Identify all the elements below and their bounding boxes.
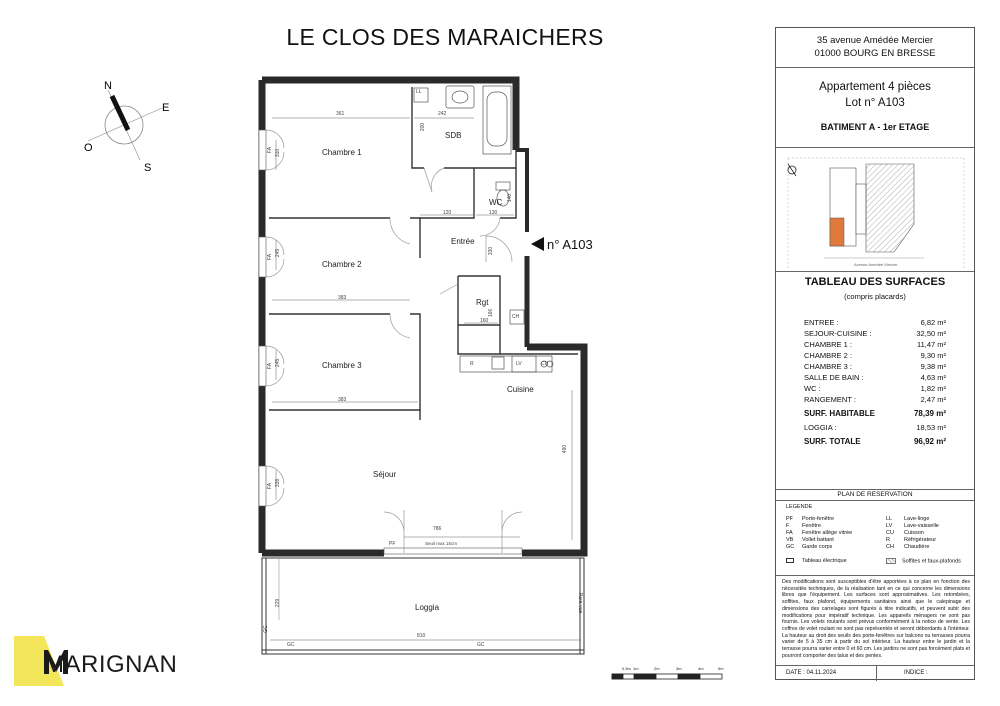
project-title: LE CLOS DES MARAICHERS bbox=[286, 24, 604, 50]
dim-245b: 245 bbox=[275, 358, 282, 368]
dim-383b: 383 bbox=[338, 397, 347, 403]
scale-label-5: 5m bbox=[718, 666, 724, 671]
dim-200: 200 bbox=[420, 122, 427, 132]
dim-786: 786 bbox=[433, 526, 442, 532]
lot-marker-label: n° A103 bbox=[547, 237, 593, 252]
compass-e: E bbox=[162, 102, 170, 114]
legend-tableau-electrique: Tableau électrique bbox=[786, 558, 847, 564]
scale-label-0: 0.5m bbox=[622, 666, 631, 671]
dim-242: 242 bbox=[438, 111, 447, 117]
fixture-fa4: FA bbox=[267, 482, 274, 490]
dim-361: 361 bbox=[336, 111, 345, 117]
dim-310: 310 bbox=[275, 148, 282, 158]
surface-row: RANGEMENT : 2,47 m² bbox=[804, 395, 946, 404]
scale-label-2: 2m bbox=[654, 666, 660, 671]
room-entree: Entrée bbox=[451, 237, 475, 246]
fixture-pf: PF bbox=[389, 541, 396, 547]
dim-810: 810 bbox=[417, 633, 426, 639]
surface-row: SALLE DE BAIN : 4,63 m² bbox=[804, 373, 946, 382]
electrical-panel-icon bbox=[786, 558, 794, 563]
legend-item: FA Fenêtre allège vitrée bbox=[786, 530, 853, 536]
room-sejour: Séjour bbox=[373, 470, 397, 479]
lot-highlight bbox=[830, 218, 844, 246]
room-cuisine: Cuisine bbox=[507, 385, 534, 394]
room-rgt: Rgt bbox=[476, 298, 489, 307]
fixture-ch: CH bbox=[512, 314, 520, 320]
legend-item: LV Lave-vaisselle bbox=[886, 523, 939, 529]
plan-indice: INDICE : bbox=[904, 670, 928, 676]
surface-row: CHAMBRE 3 : 9,38 m² bbox=[804, 362, 946, 371]
fixture-gc2: GC bbox=[477, 642, 485, 648]
compass-s: S bbox=[144, 162, 152, 174]
lot-number: Lot n° A103 bbox=[845, 97, 905, 109]
legend-item: GC Garde corps bbox=[786, 544, 833, 550]
fixture-fa2: FA bbox=[267, 253, 274, 261]
room-wc: WC bbox=[489, 198, 503, 207]
legend-item: CH Chaudière bbox=[886, 544, 930, 550]
brand-name: MARIGNAN bbox=[44, 651, 178, 678]
legend-item: F Fenêtre bbox=[786, 523, 821, 529]
surface-row: SEJOUR-CUISINE : 32,50 m² bbox=[804, 329, 946, 338]
legend-item: R Réfrigérateur bbox=[886, 537, 937, 543]
surface-row: ENTREE : 6,82 m² bbox=[804, 318, 946, 327]
fixture-fa3: FA bbox=[267, 362, 274, 370]
info-panel bbox=[775, 27, 975, 680]
fixture-fa1: FA bbox=[267, 146, 274, 154]
room-chambre1: Chambre 1 bbox=[322, 148, 362, 157]
legend-item: LL Lave-linge bbox=[886, 516, 930, 522]
dim-229: 229 bbox=[275, 598, 282, 608]
legend-item: PF Porte-fenêtre bbox=[786, 516, 835, 522]
room-chambre2: Chambre 2 bbox=[322, 260, 362, 269]
plan-date: DATE : 04.11.2024 bbox=[786, 670, 837, 676]
address-line2: 01000 BOURG EN BRESSE bbox=[814, 48, 936, 59]
site-mini-map bbox=[784, 154, 968, 272]
legend-title: LEGENDE bbox=[786, 504, 813, 510]
compass-n: N bbox=[104, 80, 112, 92]
surface-loggia: LOGGIA : 18,53 m² bbox=[804, 423, 946, 432]
fixture-gc3: GC bbox=[262, 625, 269, 633]
dim-338: 338 bbox=[275, 478, 282, 488]
surface-row: CHAMBRE 1 : 11,47 m² bbox=[804, 340, 946, 349]
fixture-cu: CU bbox=[541, 361, 549, 367]
compass-o: O bbox=[84, 142, 93, 154]
legend-item: VB Vollet battant bbox=[786, 537, 834, 543]
surfaces-subtitle: (compris placards) bbox=[844, 292, 906, 301]
scale-label-4: 4m bbox=[698, 666, 704, 671]
surface-row: WC : 1,82 m² bbox=[804, 384, 946, 393]
fixture-r: R bbox=[470, 361, 474, 367]
dim-245a: 245 bbox=[275, 248, 282, 258]
batiment: BATIMENT A - 1er ETAGE bbox=[820, 122, 930, 132]
address-line1: 35 avenue Amédée Mercier bbox=[816, 35, 934, 46]
surface-row: CHAMBRE 2 : 9,30 m² bbox=[804, 351, 946, 360]
legal-notice: Des modifications sont susceptibles d'être apportées à ce plan en fonction des nécessités techniques, de la réalisation tant en ce qui concerne les dimensions libres que l'équipement. Les surfaces sont approximatives. Les retombées, soffites, faux plafond, équipements sanitaires ainsi que le calepinage et dimensions des carrelages sont figurés à titre indicatifs, et peuvent subir des modifications pour impératif technique. Les appareils ménagers ne sont pas fournis. Les volets roulants sont prévus conformément à la notice de vente. Les coffres de volet roulant ne sont pas représentés et seront débordants à l'intérieur. La hauteur au droit des seuils des porte-fenêtres sur balcons ou terrasses pourra varier de 5 à 35 cm à partir du sol intérieur. La hauteur entre le jardin et la terrasse pourra varier entre 0 et 60 cm. Les jardins ne sont pas forcément plats et pourront comporter des talus et des pentes. bbox=[782, 579, 970, 659]
dim-160: 160 bbox=[480, 318, 489, 324]
dim-330: 330 bbox=[488, 246, 495, 256]
fixture-paresol: Pare-vue bbox=[577, 592, 584, 614]
scale-label-3: 3m bbox=[676, 666, 682, 671]
apartment-type: Appartement 4 pièces bbox=[819, 81, 931, 93]
dim-490: 490 bbox=[562, 444, 569, 454]
dim-140: 140 bbox=[507, 193, 514, 203]
surface-habitable: SURF. HABITABLE 78,39 m² bbox=[804, 409, 946, 418]
reservation-title: PLAN DE RESERVATION bbox=[837, 491, 913, 498]
surface-totale: SURF. TOTALE 96,92 m² bbox=[804, 437, 946, 446]
dim-120: 120 bbox=[443, 210, 452, 216]
fixture-lv: LV bbox=[516, 361, 522, 367]
scale-label-1: 1m bbox=[633, 666, 639, 671]
lot-arrow-icon bbox=[531, 237, 544, 251]
address bbox=[776, 34, 974, 60]
legend-item: CU Cuisson bbox=[886, 530, 924, 536]
dim-383a: 383 bbox=[338, 295, 347, 301]
surfaces-title: TABLEAU DES SURFACES bbox=[804, 276, 946, 288]
apartment-info bbox=[776, 79, 974, 111]
legend-soffites: Soffites et faux-plafonds bbox=[886, 558, 961, 564]
room-chambre3: Chambre 3 bbox=[322, 361, 362, 370]
dim-166: 166 bbox=[488, 308, 495, 318]
room-sdb: SDB bbox=[445, 131, 462, 140]
fixture-seuil: Seuil max 15cm bbox=[425, 541, 458, 546]
mini-map-street: Avenue Amédée Mercier bbox=[854, 262, 898, 267]
fixture-gc1: GC bbox=[287, 642, 295, 648]
fixture-ll: LL bbox=[416, 89, 422, 95]
dim-130: 130 bbox=[489, 210, 498, 216]
hatch-icon bbox=[886, 558, 896, 564]
room-loggia: Loggia bbox=[415, 603, 440, 612]
